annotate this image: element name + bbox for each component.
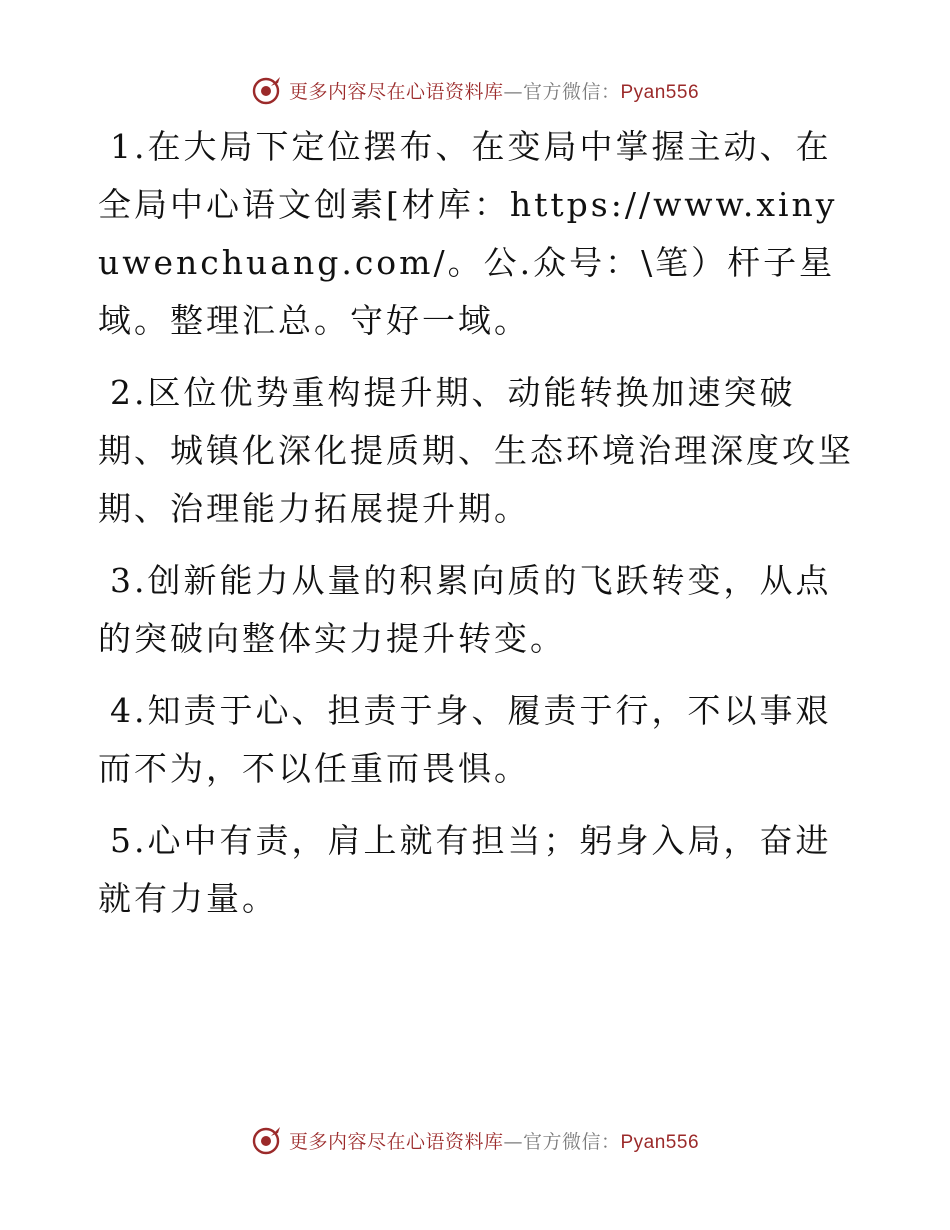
header-promo-text: 更多内容尽在心语资料库 — [288, 80, 504, 103]
paragraph-text: 创新能力从量的积累向质的飞跃转变，从点的突破向整体实力提升转变。 — [98, 561, 832, 658]
paragraph-number: 5. — [110, 821, 148, 860]
header-dash: — — [503, 80, 523, 103]
paragraph-3 — [98, 552, 858, 668]
footer-dash: — — [503, 1130, 523, 1153]
paragraph-text: 心中有责，肩上就有担当；躬身入局，奋进就有力量。 — [98, 821, 832, 918]
quill-logo-icon — [251, 74, 283, 106]
footer-banner — [0, 1120, 950, 1160]
footer-wechat-id: Pyan556 — [620, 1131, 700, 1153]
paragraph-1 — [98, 118, 858, 350]
header-wechat-id: Pyan556 — [620, 81, 700, 103]
header-wechat-label: 官方微信： — [522, 80, 621, 103]
document-body — [98, 118, 858, 942]
paragraph-4 — [98, 682, 858, 798]
paragraph-number: 2. — [110, 373, 148, 412]
footer-promo-text: 更多内容尽在心语资料库 — [288, 1130, 504, 1153]
paragraph-number: 3. — [110, 561, 148, 600]
paragraph-text: 区位优势重构提升期、动能转换加速突破期、城镇化深化提质期、生态环境治理深度攻坚期、治理能力拓展提升期。 — [98, 373, 854, 528]
paragraph-number: 4. — [110, 691, 148, 730]
paragraph-text: 知责于心、担责于身、履责于行，不以事艰而不为，不以任重而畏惧。 — [98, 691, 832, 788]
footer-wechat-label: 官方微信： — [522, 1130, 621, 1153]
paragraph-5 — [98, 812, 858, 928]
paragraph-2 — [98, 364, 858, 538]
paragraph-number: 1. — [110, 127, 148, 166]
footer-banner-text — [289, 1127, 699, 1154]
header-banner — [0, 70, 950, 110]
paragraph-text: 在大局下定位摆布、在变局中掌握主动、在全局中心语文创素[材库：https://​www.xinyuwenchuang.com/。公.众号：\笔）杆子星域。整理汇总。守好一域。 — [98, 127, 838, 340]
header-banner-text — [289, 77, 699, 104]
quill-logo-icon — [251, 1124, 283, 1156]
